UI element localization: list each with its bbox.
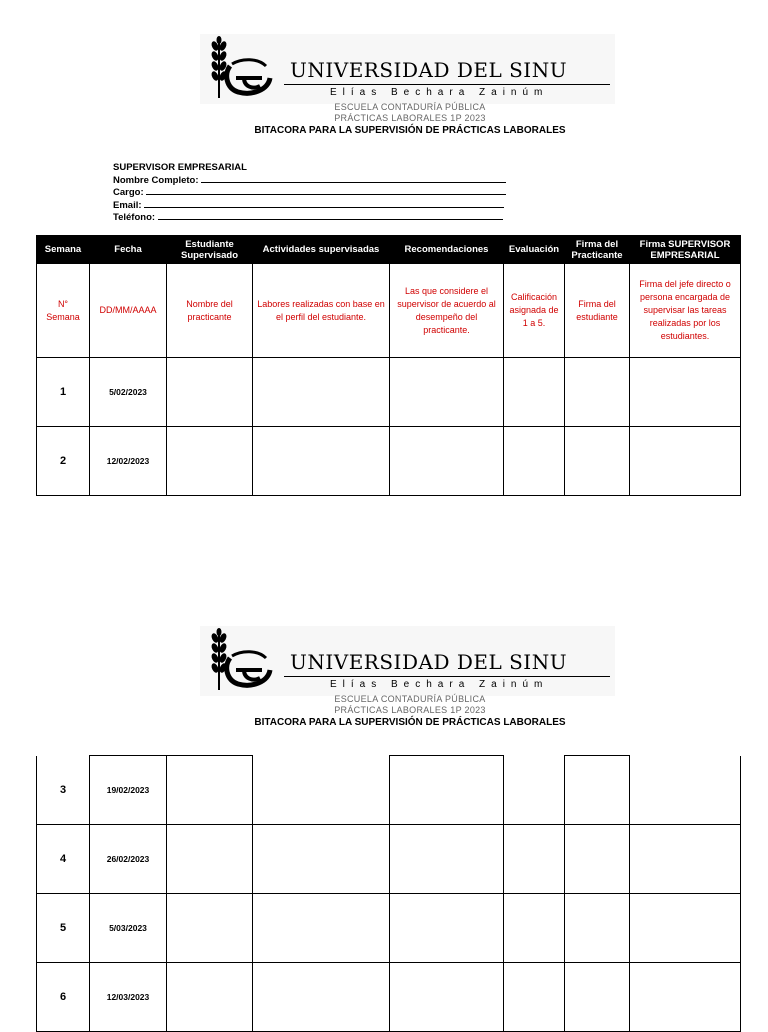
table-header-row bbox=[37, 236, 741, 264]
field-label-email: Email: bbox=[113, 199, 142, 211]
recommendations-cell[interactable] bbox=[390, 825, 504, 894]
founder-name: Elías Bechara Zainúm bbox=[330, 679, 549, 690]
university-header bbox=[200, 34, 620, 144]
table-row bbox=[37, 825, 741, 894]
week-number: 1 bbox=[37, 358, 90, 427]
evaluation-cell[interactable] bbox=[504, 427, 565, 496]
field-telefono-line[interactable] bbox=[158, 211, 503, 220]
student-cell[interactable] bbox=[167, 358, 253, 427]
week-number: 5 bbox=[37, 894, 90, 963]
program-name: PRÁCTICAS LABORALES 1P 2023 bbox=[334, 113, 486, 123]
column-header: Firma del Practicante bbox=[565, 236, 630, 264]
recommendations-cell[interactable] bbox=[390, 427, 504, 496]
program-name: PRÁCTICAS LABORALES 1P 2023 bbox=[334, 705, 486, 715]
university-logo bbox=[200, 34, 615, 104]
school-name: ESCUELA CONTADURÍA PÚBLICA bbox=[334, 694, 486, 704]
document-title: BITACORA PARA LA SUPERVISIÓN DE PRÁCTICAS LABORALES bbox=[254, 125, 566, 136]
supervisor-section bbox=[113, 163, 506, 224]
student-signature-cell[interactable] bbox=[565, 427, 630, 496]
university-crest-icon bbox=[222, 648, 274, 688]
example-cell: Calificación asignada de 1 a 5. bbox=[504, 264, 565, 358]
example-cell: Nombre del practicante bbox=[167, 264, 253, 358]
supervisor-heading: SUPERVISOR EMPRESARIAL bbox=[113, 162, 247, 173]
student-cell[interactable] bbox=[167, 894, 253, 963]
field-email-line[interactable] bbox=[144, 199, 504, 208]
week-date: 5/02/2023 bbox=[90, 358, 167, 427]
document-title: BITACORA PARA LA SUPERVISIÓN DE PRÁCTICAS LABORALES bbox=[254, 717, 566, 728]
week-date: 12/03/2023 bbox=[90, 963, 167, 1032]
table-row bbox=[37, 756, 741, 825]
supervisor-signature-cell[interactable] bbox=[630, 756, 741, 825]
column-header: Fecha bbox=[90, 236, 167, 264]
field-label-telefono: Teléfono: bbox=[113, 212, 156, 223]
supervisor-signature-cell[interactable] bbox=[630, 427, 741, 496]
university-header bbox=[200, 626, 620, 736]
university-logo bbox=[200, 626, 615, 696]
evaluation-cell[interactable] bbox=[504, 756, 565, 825]
activities-cell[interactable] bbox=[253, 963, 390, 1032]
table-row bbox=[37, 358, 741, 427]
column-header: Semana bbox=[37, 236, 90, 264]
evaluation-cell[interactable] bbox=[504, 358, 565, 427]
student-signature-cell[interactable] bbox=[565, 894, 630, 963]
activities-cell[interactable] bbox=[253, 894, 390, 963]
example-cell: Labores realizadas con base en el perfil del estudiante. bbox=[253, 264, 390, 358]
supervisor-signature-cell[interactable] bbox=[630, 894, 741, 963]
week-date: 19/02/2023 bbox=[90, 756, 167, 825]
recommendations-cell[interactable] bbox=[390, 358, 504, 427]
school-name: ESCUELA CONTADURÍA PÚBLICA bbox=[334, 102, 486, 112]
column-header: Recomendaciones bbox=[390, 236, 504, 264]
activities-cell[interactable] bbox=[253, 427, 390, 496]
university-crest-icon bbox=[222, 56, 274, 96]
divider bbox=[284, 84, 610, 85]
column-header: Evaluación bbox=[504, 236, 565, 264]
example-cell: Firma del jefe directo o persona encargada de supervisar las tareas realizadas por los estudiantes. bbox=[630, 264, 741, 358]
recommendations-cell[interactable] bbox=[390, 894, 504, 963]
founder-name: Elías Bechara Zainúm bbox=[330, 87, 549, 98]
evaluation-cell[interactable] bbox=[504, 825, 565, 894]
university-name: UNIVERSIDAD DEL SINU bbox=[290, 650, 568, 674]
column-header: Estudiante Supervisado bbox=[167, 236, 253, 264]
week-date: 12/02/2023 bbox=[90, 427, 167, 496]
week-number: 4 bbox=[37, 825, 90, 894]
activities-cell[interactable] bbox=[253, 756, 390, 825]
week-date: 5/03/2023 bbox=[90, 894, 167, 963]
student-signature-cell[interactable] bbox=[565, 358, 630, 427]
evaluation-cell[interactable] bbox=[504, 963, 565, 1032]
student-signature-cell[interactable] bbox=[565, 963, 630, 1032]
student-cell[interactable] bbox=[167, 963, 253, 1032]
example-cell: DD/MM/AAAA bbox=[90, 264, 167, 358]
column-header: Actividades supervisadas bbox=[253, 236, 390, 264]
student-signature-cell[interactable] bbox=[565, 825, 630, 894]
example-cell: N° Semana bbox=[37, 264, 90, 358]
bitacora-table-page2 bbox=[36, 755, 741, 1032]
recommendations-cell[interactable] bbox=[390, 963, 504, 1032]
student-signature-cell[interactable] bbox=[565, 756, 630, 825]
student-cell[interactable] bbox=[167, 756, 253, 825]
example-cell: Firma del estudiante bbox=[565, 264, 630, 358]
bitacora-table-page1 bbox=[36, 235, 741, 496]
week-number: 6 bbox=[37, 963, 90, 1032]
table-row bbox=[37, 427, 741, 496]
student-cell[interactable] bbox=[167, 427, 253, 496]
column-header: Firma SUPERVISOR EMPRESARIAL bbox=[630, 236, 741, 264]
student-cell[interactable] bbox=[167, 825, 253, 894]
field-cargo-line[interactable] bbox=[146, 186, 506, 195]
supervisor-signature-cell[interactable] bbox=[630, 358, 741, 427]
week-date: 26/02/2023 bbox=[90, 825, 167, 894]
supervisor-signature-cell[interactable] bbox=[630, 963, 741, 1032]
university-name: UNIVERSIDAD DEL SINU bbox=[290, 58, 568, 82]
table-row bbox=[37, 894, 741, 963]
activities-cell[interactable] bbox=[253, 825, 390, 894]
recommendations-cell[interactable] bbox=[390, 756, 504, 825]
week-number: 3 bbox=[37, 756, 90, 825]
activities-cell[interactable] bbox=[253, 358, 390, 427]
table-row bbox=[37, 963, 741, 1032]
field-label-cargo: Cargo: bbox=[113, 187, 144, 198]
example-row bbox=[37, 264, 741, 358]
example-cell: Las que considere el supervisor de acuerdo al desempeño del practicante. bbox=[390, 264, 504, 358]
evaluation-cell[interactable] bbox=[504, 894, 565, 963]
field-nombre-line[interactable] bbox=[201, 174, 506, 183]
field-label-nombre: Nombre Completo: bbox=[113, 174, 199, 186]
divider bbox=[284, 676, 610, 677]
week-number: 2 bbox=[37, 427, 90, 496]
supervisor-signature-cell[interactable] bbox=[630, 825, 741, 894]
